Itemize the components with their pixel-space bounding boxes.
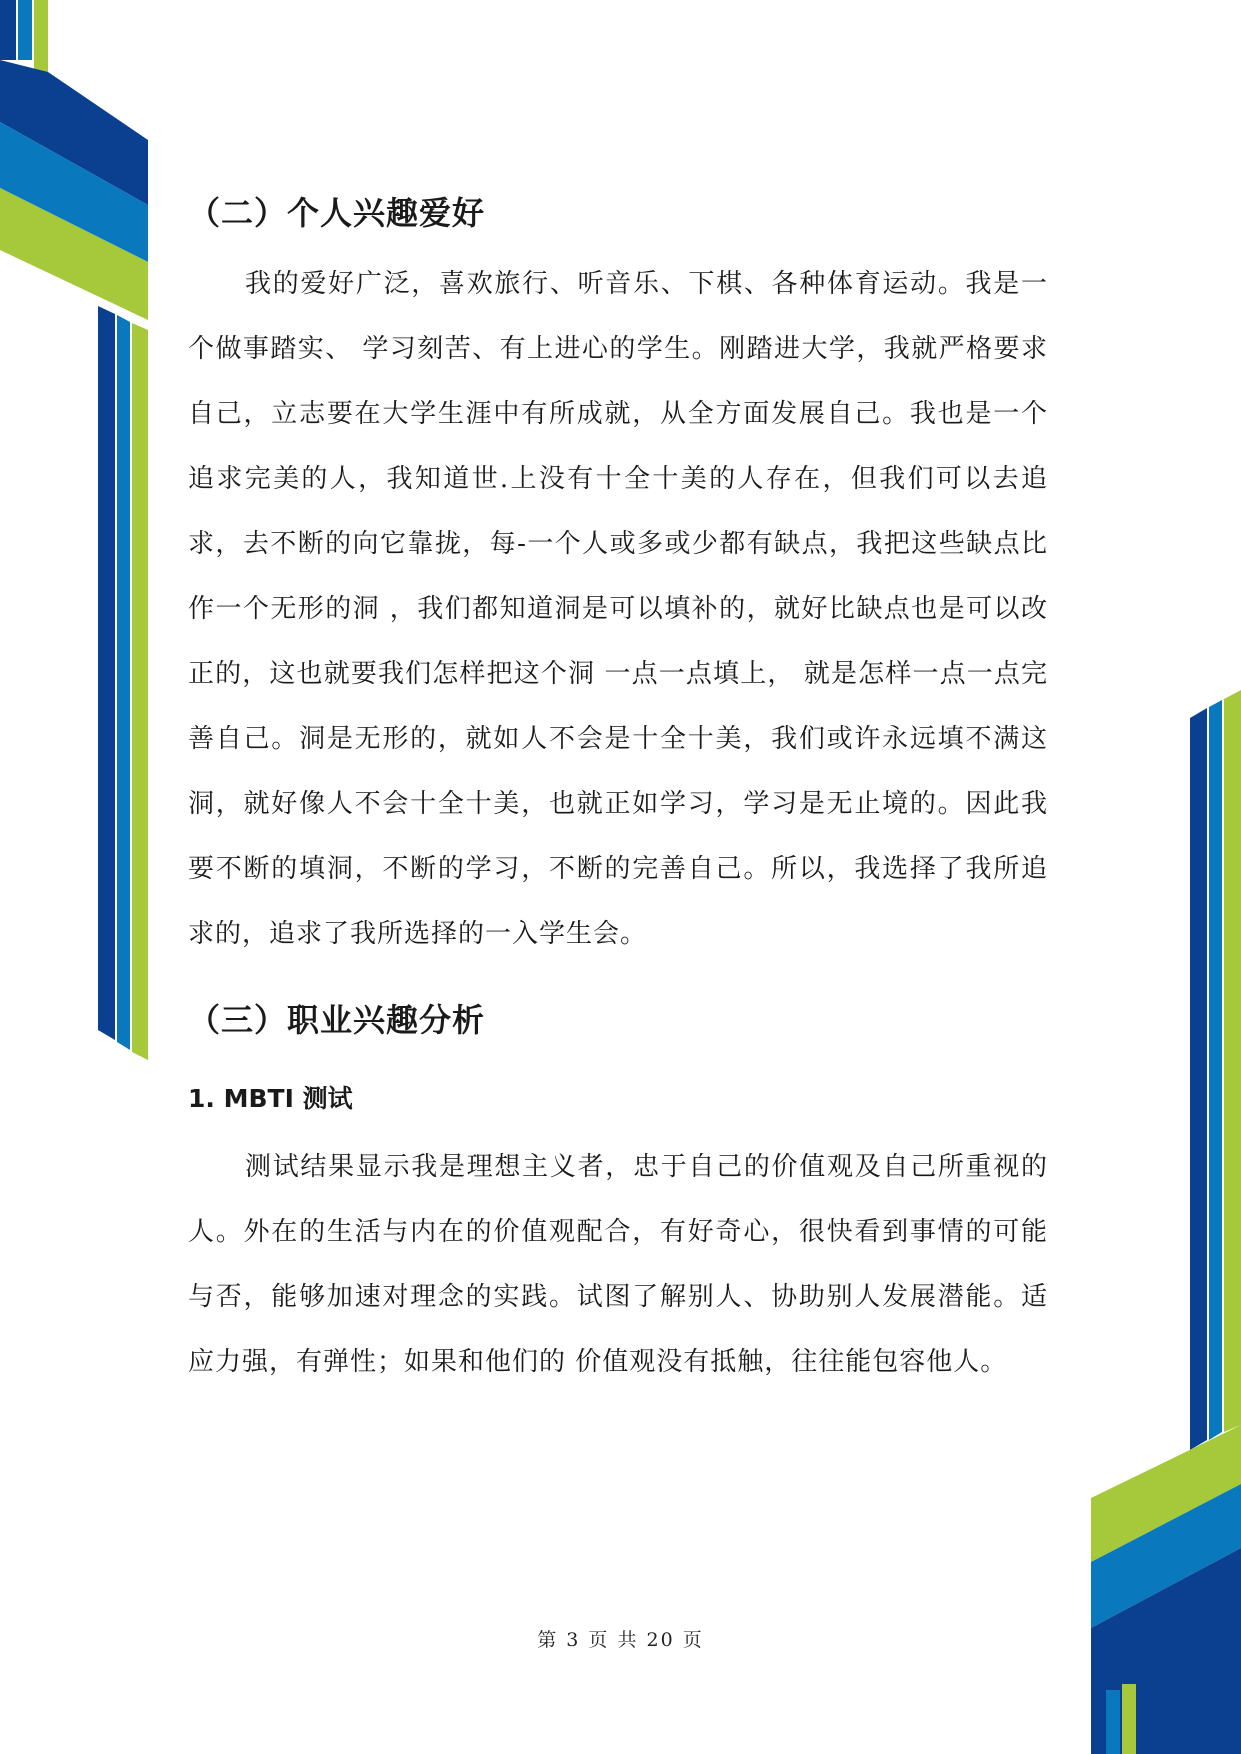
section-heading-hobbies: （二）个人兴趣爱好 <box>188 194 486 232</box>
mbti-paragraph: 测试结果显示我是理想主义者，忠于自己的价值观及自己所重视的人。外在的生活与内在的价值观配合，有好奇心，很快看到事情的可能与否，能够加速对理念的实践。试图了解别人、协助别人发展潜能。适应力强，有弹性；如果和他们的 价值观没有抵触，往往能包容他人。 <box>188 1152 1048 1377</box>
bottom-right-stripes <box>1091 690 1241 1754</box>
document-body <box>188 178 1048 1395</box>
page-number-footer: 第 3 页 共 20 页 <box>537 1629 704 1651</box>
subheading-mbti-test: 1. MBTI 测试 <box>188 1084 353 1113</box>
section-heading-career-interest: （三）职业兴趣分析 <box>188 1001 486 1039</box>
top-left-stripes <box>0 0 148 1060</box>
hobbies-paragraph: 我的爱好广泛，喜欢旅行、听音乐、下棋、各种体育运动。我是一个做事踏实、 学习刻苦、有上进心的学生。刚踏进大学，我就严格要求自己，立志要在大学生涯中有所成就，从全方面发展自己。我也是一个追求完美的人，我知道世.上没有十全十美的人存在，但我们可以去追求，去不断的向它靠拢，每-一个人或多或少都有缺点，我把这些缺点比作一个无形的洞 ，我们都知道洞是可以填补的，就好比缺点也是可以改正的，这也就要我们怎样把这个洞 一点一点填上， 就是怎样一点一点完善自己。洞是无形的，就如人不会是十全十美，我们或许永远填不满这洞，就好像人不会十全十美，也就正如学习，学习是无止境的。因此我要不断的填洞，不断的学习，不断的完善自己。所以，我选择了我所追求的，追求了我所选择的一入学生会。 <box>188 269 1048 949</box>
